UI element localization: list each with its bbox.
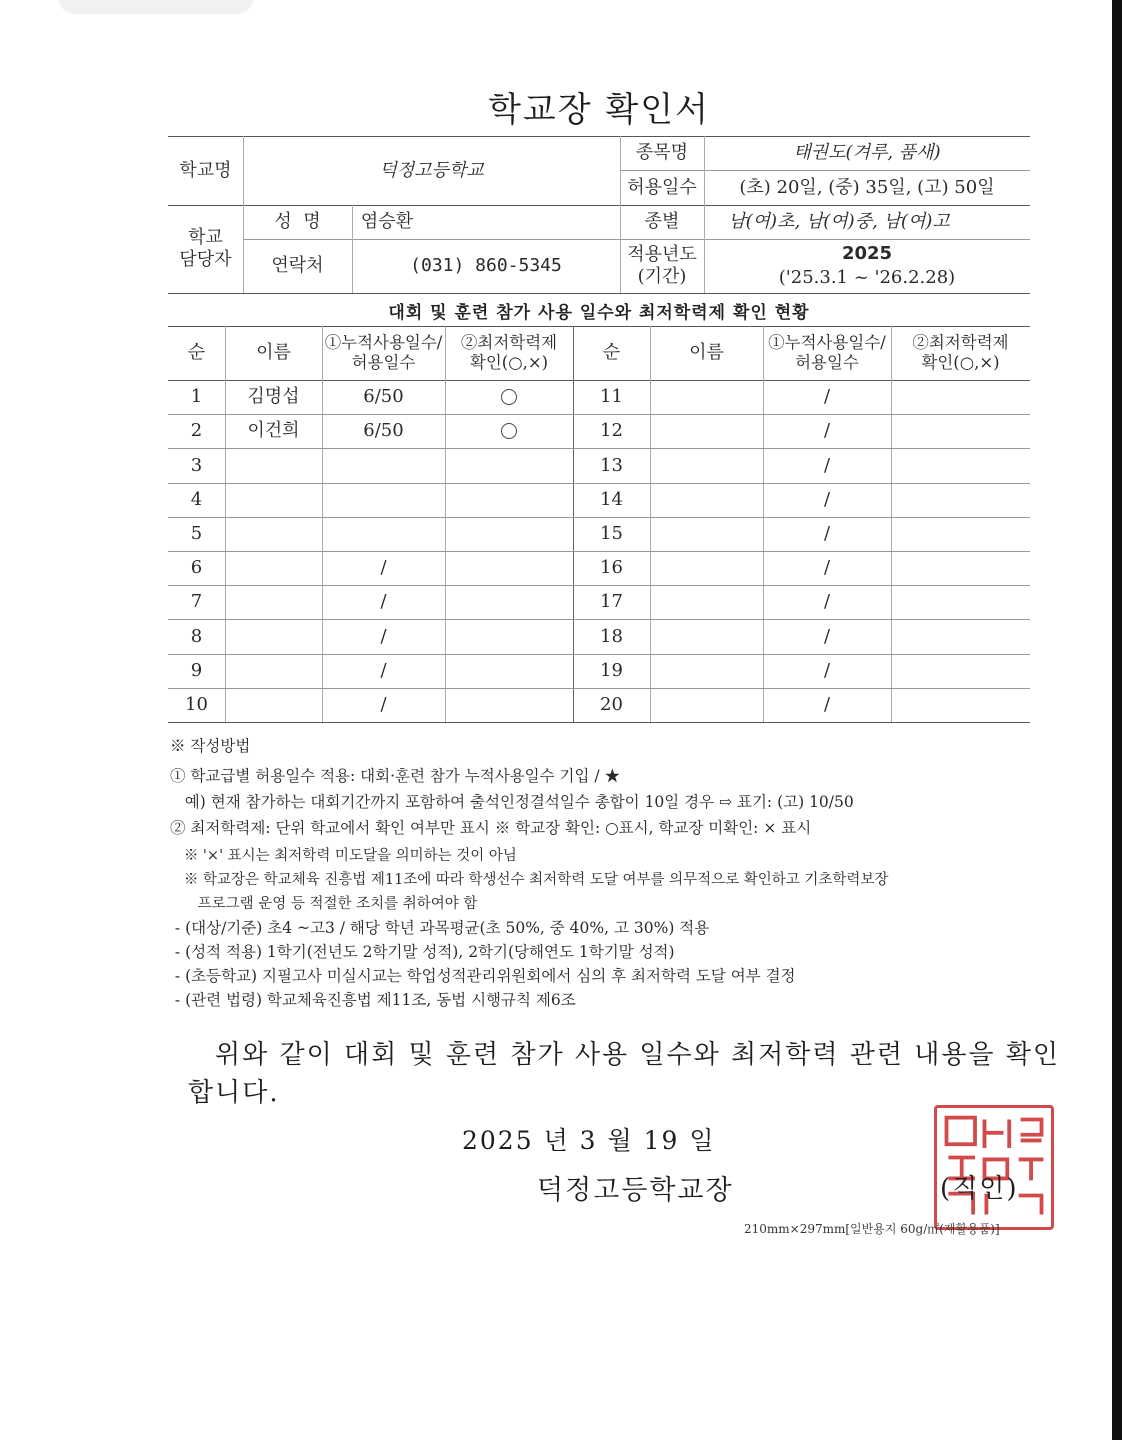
principal-title: 덕정고등학교장 — [537, 1175, 734, 1206]
cell-days: / — [823, 523, 831, 545]
cell-name — [650, 483, 763, 517]
school-name: 덕정고등학교 — [379, 159, 484, 181]
screen-edge — [1112, 0, 1122, 1440]
cell-days: / — [823, 557, 831, 579]
cell-days: / — [380, 591, 387, 613]
header-confirm: ②최저학력제 확인(○,×) — [460, 333, 558, 372]
cell-confirm — [445, 654, 573, 688]
note-line: - (관련 법령) 학교체육진흥법 제11조, 동법 시행규칙 제6조 — [170, 991, 576, 1009]
category-value: 남(여)초, 남(여)중, 남(여)고 — [728, 211, 950, 233]
cell-days: / — [823, 386, 831, 408]
cell-confirm — [891, 551, 1030, 585]
cell-confirm — [891, 688, 1030, 722]
header-days: ①누적사용일수/ 허용일수 — [324, 333, 443, 372]
note-line: ※ 작성방법 — [170, 737, 251, 755]
cell-days: / — [823, 694, 831, 716]
cell-name — [225, 585, 322, 619]
cell-confirm — [891, 483, 1030, 517]
cell-name — [650, 517, 763, 551]
name-label: 성 명 — [274, 211, 321, 233]
cell-name — [225, 619, 322, 653]
cell-seq: 9 — [190, 659, 203, 681]
cell-seq: 8 — [190, 625, 203, 647]
cell-days: / — [823, 454, 831, 476]
school-label: 학교명 — [179, 159, 232, 181]
category-label: 종별 — [644, 211, 680, 233]
cell-name — [225, 483, 322, 517]
note-line: ① 학교급별 허용일수 적용: 대회·훈련 참가 누적사용일수 기입 / ★ — [170, 767, 621, 785]
manager-name: 염승환 — [360, 211, 414, 233]
cell-days: / — [823, 659, 831, 681]
note-line: ② 최저학력제: 단위 학교에서 확인 여부만 표시 ※ 학교장 확인: ○표시, 학교장 미확인: × 표시 — [170, 819, 812, 837]
note-line: ※ 학교장은 학교체육 진흥법 제11조에 따라 학생선수 최저학력 도달 여부를 의무적으로 확인하고 기초학력보장 — [170, 872, 889, 888]
cell-name — [225, 517, 322, 551]
event-label: 종목명 — [635, 142, 689, 164]
cell-confirm — [445, 551, 573, 585]
header-seq: 순 — [187, 342, 206, 364]
cell-confirm — [891, 414, 1030, 448]
cell-name — [650, 551, 763, 585]
note-line: ※ '×' 표시는 최저학력 미도달을 의미하는 것이 아님 — [170, 848, 517, 864]
cell-seq: 20 — [600, 694, 623, 716]
cell-name — [225, 551, 322, 585]
cell-name — [225, 654, 322, 688]
cell-confirm — [891, 448, 1030, 482]
cell-seq: 15 — [600, 523, 623, 545]
cell-seq: 19 — [600, 659, 623, 681]
cell-seq: 17 — [600, 591, 623, 613]
cell-days: / — [823, 488, 831, 510]
cell-seq: 14 — [600, 488, 623, 510]
cell-seq: 11 — [600, 386, 623, 408]
header-confirm: ②최저학력제 확인(○,×) — [912, 333, 1009, 372]
top-toolbar-pill — [58, 0, 254, 14]
note-line: 프로그램 운영 등 적절한 조치를 취하여야 함 — [170, 896, 478, 912]
cell-confirm — [445, 483, 573, 517]
cell-name — [650, 654, 763, 688]
cell-seq: 3 — [190, 454, 203, 476]
period-value: ('25.3.1 ~ '26.2.28) — [778, 267, 956, 289]
cell-seq: 10 — [185, 694, 208, 716]
cell-seq: 13 — [600, 454, 623, 476]
cell-confirm — [891, 585, 1030, 619]
contact-label: 연락처 — [271, 255, 324, 277]
cell-name — [225, 688, 322, 722]
cell-confirm — [891, 654, 1030, 688]
paper-spec-footnote: 210mm×297mm[일반용지 60g/㎡(재활용품)] — [744, 1222, 1000, 1236]
cell-days — [322, 448, 445, 482]
cell-days: / — [380, 694, 387, 716]
cell-seq: 2 — [190, 420, 203, 442]
event-value: 태권도(겨루, 품새) — [793, 142, 941, 164]
cell-name — [225, 448, 322, 482]
cell-confirm — [445, 619, 573, 653]
section-heading: 대회 및 훈련 참가 사용 일수와 최저학력제 확인 현황 — [388, 302, 810, 323]
cell-seq: 4 — [190, 488, 203, 510]
confirm-circle-mark — [445, 380, 573, 414]
cell-confirm — [445, 517, 573, 551]
issue-date: 2025 년 3 월 19 일 — [462, 1126, 716, 1155]
cell-days: / — [380, 659, 387, 681]
cell-confirm — [891, 517, 1030, 551]
cell-days: 6/50 — [363, 386, 404, 408]
seal-label: (직인) — [940, 1174, 1019, 1204]
cell-confirm — [891, 380, 1030, 414]
allowed-days-label: 허용일수 — [627, 176, 697, 198]
cell-days: / — [823, 591, 831, 613]
document-title: 학교장 확인서 — [488, 90, 710, 130]
cell-days — [322, 483, 445, 517]
cell-confirm — [445, 585, 573, 619]
manager-label: 학교 담당자 — [179, 227, 232, 270]
cell-seq: 18 — [600, 625, 623, 647]
cell-days: / — [380, 625, 387, 647]
note-line: - (초등학교) 지필고사 미실시교는 학업성적관리위원회에서 심의 후 최저학력 도달 여부 결정 — [170, 967, 796, 985]
header-name: 이름 — [689, 342, 724, 364]
cell-name — [650, 585, 763, 619]
note-line: 예) 현재 참가하는 대회기간까지 포함하여 출석인정결석일수 총합이 10일 경우 ⇨ 표기: (고) 10/50 — [170, 793, 854, 811]
cell-name — [650, 448, 763, 482]
year-label: 적용년도 (기간) — [627, 244, 697, 287]
cell-seq: 16 — [600, 557, 623, 579]
cell-days — [322, 517, 445, 551]
cell-days: / — [380, 557, 387, 579]
header-days: ①누적사용일수/ 허용일수 — [768, 333, 886, 372]
cell-days: 6/50 — [363, 420, 404, 442]
cell-seq: 5 — [190, 523, 203, 545]
cell-days: / — [823, 420, 831, 442]
cell-confirm — [445, 688, 573, 722]
cell-name — [650, 619, 763, 653]
note-line: - (성적 적용) 1학기(전년도 2학기말 성적), 2학기(당해연도 1학기말 성적) — [170, 943, 675, 961]
cell-confirm — [445, 448, 573, 482]
header-name: 이름 — [256, 342, 291, 364]
cell-name — [650, 688, 763, 722]
cell-confirm — [891, 619, 1030, 653]
cell-seq: 1 — [190, 386, 203, 408]
confirm-circle-mark — [445, 414, 573, 448]
header-seq: 순 — [602, 342, 621, 364]
cell-name — [650, 414, 763, 448]
cell-seq: 7 — [190, 591, 203, 613]
cell-name — [650, 380, 763, 414]
cell-name: 김명섭 — [247, 386, 300, 408]
confirm-statement-line1: 위와 같이 대회 및 훈련 참가 사용 일수와 최저학력 관련 내용을 확인 — [215, 1040, 1061, 1070]
contact-value: (031) 860-5345 — [410, 255, 562, 277]
year-value: 2025 — [841, 243, 893, 265]
circle-mark-icon — [501, 423, 517, 439]
cell-seq: 12 — [600, 420, 623, 442]
allowed-days-value: (초) 20일, (중) 35일, (고) 50일 — [739, 176, 995, 198]
cell-seq: 6 — [190, 557, 203, 579]
cell-name: 이건희 — [247, 420, 300, 442]
cell-days: / — [823, 625, 831, 647]
note-line: - (대상/기준) 초4 ~고3 / 해당 학년 과목평균(초 50%, 중 40%, 고 30%) 적용 — [170, 919, 710, 937]
confirm-statement-line2: 합니다. — [188, 1078, 280, 1108]
circle-mark-icon — [501, 389, 517, 405]
